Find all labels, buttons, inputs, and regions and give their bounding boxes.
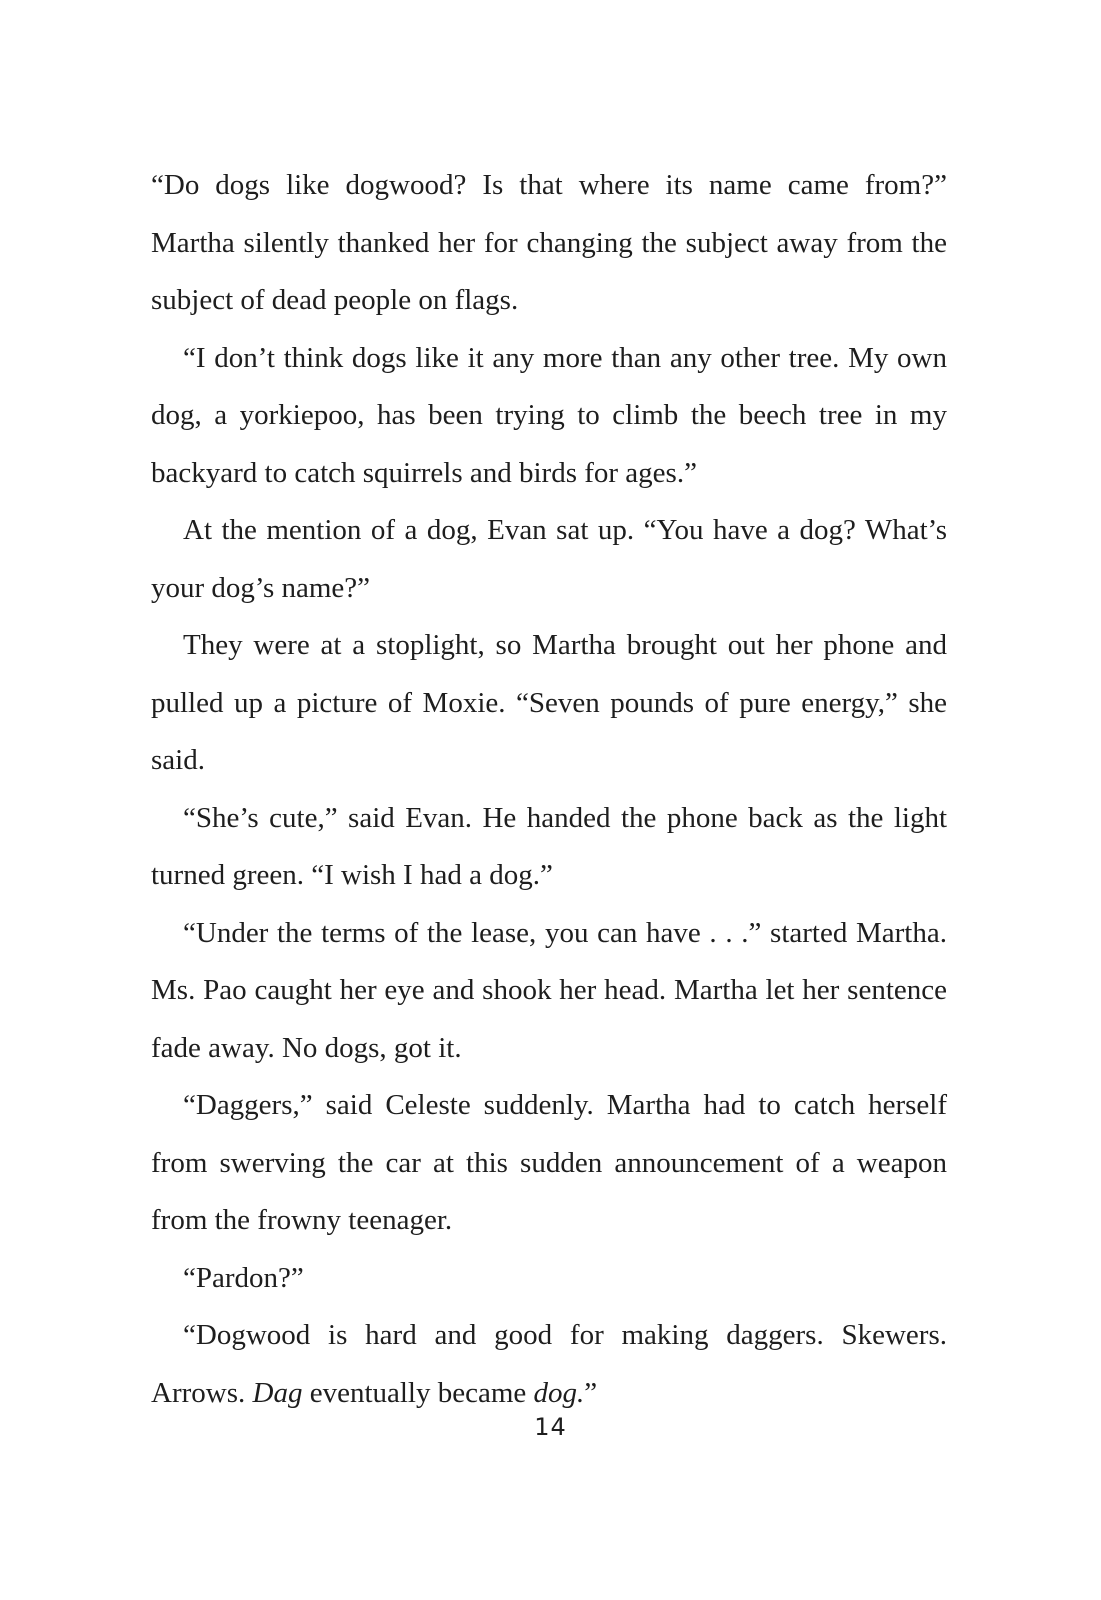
paragraph-text: eventually became <box>302 1376 534 1409</box>
paragraph: They were at a stoplight, so Martha brought out her phone and pulled up a picture of Moxie. “Seven pounds of pure energy,” she said. <box>151 629 947 776</box>
body-text <box>151 157 947 1422</box>
paragraph: “Daggers,” said Celeste suddenly. Martha had to catch herself from swerving the car at this sudden announcement of a weapon from the frowny teenager. <box>151 1089 947 1236</box>
paragraph: “I don’t think dogs like it any more than any other tree. My own dog, a yorkiepoo, has been trying to climb the beech tree in my backyard to catch squirrels and birds for ages.” <box>151 341 947 489</box>
paragraph-text: ” <box>584 1376 598 1409</box>
paragraph: At the mention of a dog, Evan sat up. “You have a dog? What’s your dog’s name?” <box>151 514 947 604</box>
italic-word: Dag <box>252 1376 303 1409</box>
paragraph: “Under the terms of the lease, you can have . . .” started Martha. Ms. Pao caught her eye and shook her head. Martha let her sentence fade away. No dogs, got it. <box>151 916 947 1064</box>
page-number: 14 <box>534 1413 567 1441</box>
paragraph: “Do dogs like dogwood? Is that where its name came from?” Martha silently thanked her for changing the subject away from the subject of dead people on flags. <box>151 169 947 316</box>
paragraph <box>151 1307 947 1422</box>
paragraph: “Pardon?” <box>183 1261 304 1294</box>
paragraph: “She’s cute,” said Evan. He handed the phone back as the light turned green. “I wish I had a dog.” <box>151 801 947 891</box>
italic-word: dog. <box>533 1376 585 1409</box>
paragraph-text: “Dogwood is hard and good for making daggers. Skewers. Arrows. <box>151 1319 947 1409</box>
